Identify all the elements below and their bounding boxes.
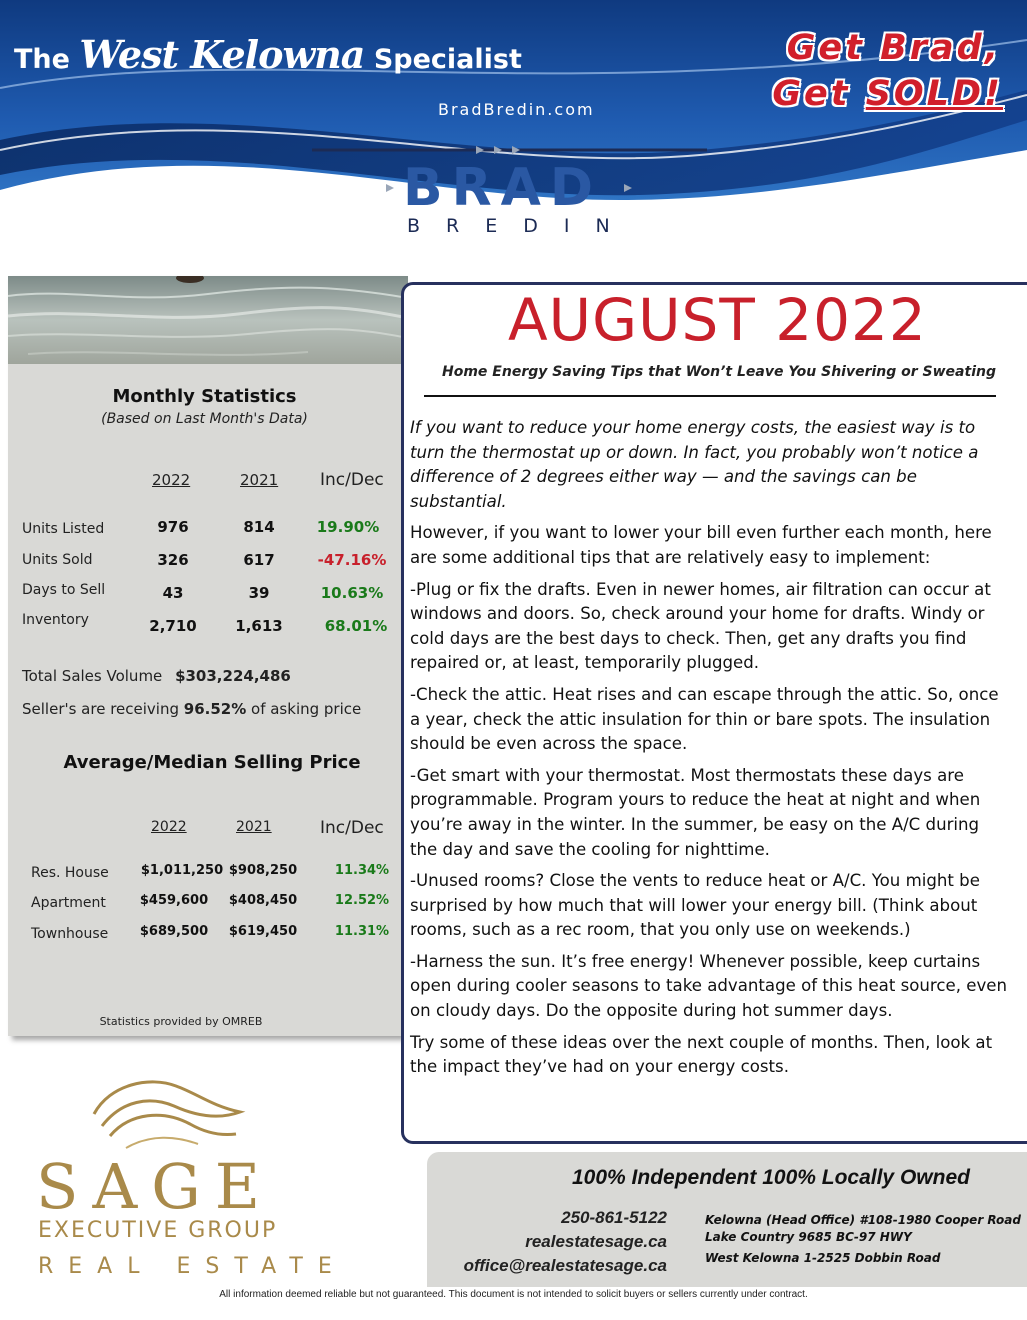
contact-website[interactable]: realestatesage.ca [525, 1232, 667, 1251]
receiving-post: of asking price [246, 700, 362, 718]
stats-row-2022: 976 [157, 518, 189, 536]
price-row-2021: $619,450 [228, 924, 298, 939]
price-title: Average/Median Selling Price [63, 752, 361, 773]
stats-row-label: Inventory [22, 612, 89, 628]
price-col-2022: 2022 [151, 819, 187, 835]
article-paragraph: -Harness the sun. It’s free energy! Whenever possible, keep curtains open during cooler seasons to take advantage of this heat source, even on cloudy days. Do the opposite during hot summer days. [410, 951, 1008, 1021]
receiving-value: 96.52% [183, 700, 247, 718]
sage-logo-word: SAGE [36, 1150, 275, 1223]
price-row-label: Townhouse [31, 926, 109, 942]
article-subtitle: Home Energy Saving Tips that Won’t Leave You Shivering or Sweating [442, 364, 996, 380]
stats-row-change: 10.63% [320, 584, 384, 602]
article-paragraph: Try some of these ideas over the next couple of months. Then, look at the impact they’ve had on your energy costs. [410, 1032, 993, 1077]
article-paragraph: However, if you want to lower your bill even further each month, here are some additional tips that are relatively easy to implement: [410, 523, 992, 567]
stats-col-2021: 2021 [240, 471, 279, 489]
price-row-2021: $908,250 [228, 863, 298, 878]
asking-price-ratio [22, 700, 361, 718]
price-row-change: 11.34% [334, 863, 390, 878]
article-body [410, 416, 1010, 1087]
contact-phone[interactable]: 250-861-5122 [561, 1208, 667, 1227]
slogan-line2-emph: SOLD! [865, 74, 1003, 114]
price-row-2022: $459,600 [139, 893, 209, 908]
stats-row-2022: 43 [162, 584, 184, 602]
water-photo-strip [8, 276, 408, 364]
stats-row-change: 19.90% [316, 518, 380, 536]
price-row-change: 12.52% [334, 893, 390, 908]
stats-col-incdec: Inc/Dec [320, 470, 384, 490]
stats-row-2022: 2,710 [149, 617, 197, 635]
stats-row-change: -47.16% [317, 551, 387, 569]
stats-title: Monthly Statistics [112, 386, 297, 407]
brad-logo-name: BRAD [403, 158, 603, 218]
slogan-line1: Get Brad, [786, 28, 1001, 68]
brand-title-script: West Kelowna [79, 32, 365, 77]
disclaimer: All information deemed reliable but not guaranteed. This document is not intended to solicit buyers or sellers currently under contract. [219, 1289, 808, 1300]
price-col-incdec: Inc/Dec [320, 818, 384, 838]
article-paragraph: -Plug or fix the drafts. Even in newer homes, air filtration can occur at windows and doors. So, check around your home for drafts. Windy or cold days are the best days to check. Then, get any drafts you find repaired or, at least, temporarily plugged. [410, 579, 991, 673]
sage-logo-executive: EXECUTIVE GROUP [38, 1218, 278, 1243]
stats-row-label: Units Listed [22, 521, 105, 537]
stats-col-2022: 2022 [152, 471, 191, 489]
total-sales-value: $303,224,486 [175, 667, 291, 685]
sage-logo-real-estate: REAL ESTATE [38, 1254, 347, 1279]
price-row-2022: $689,500 [139, 924, 209, 939]
website-link[interactable]: BradBredin.com [438, 100, 595, 119]
total-sales-label: Total Sales Volume [22, 667, 163, 685]
stats-row-change: 68.01% [324, 617, 388, 635]
stats-row-2021: 617 [243, 551, 275, 569]
brad-logo-surname: BREDIN [407, 215, 636, 237]
stats-row-2021: 814 [243, 518, 275, 536]
header-banner [0, 0, 1027, 260]
slogan-line2 [772, 74, 1003, 114]
office-address: Kelowna (Head Office) #108-1980 Cooper Road [705, 1213, 1021, 1227]
contact-email[interactable]: office@realestatesage.ca [463, 1256, 667, 1275]
article-paragraph: -Unused rooms? Close the vents to reduce heat or A/C. You might be surprised by how much that will lower your energy bill. (Think about rooms, such as a rec room, that you only use on weekends.) [410, 871, 980, 940]
office-address: Lake Country 9685 BC-97 HWY [705, 1230, 912, 1244]
contact-tagline: 100% Independent 100% Locally Owned [572, 1166, 970, 1189]
sage-leaf-logo-icon [80, 1076, 250, 1156]
price-row-2021: $408,450 [228, 893, 298, 908]
office-address: West Kelowna 1-2525 Dobbin Road [705, 1251, 941, 1265]
receiving-pre: Seller's are receiving [22, 700, 184, 718]
price-row-change: 11.31% [334, 924, 390, 939]
article-divider [424, 395, 996, 397]
brand-title-suffix: Specialist [373, 44, 522, 75]
brand-title-prefix: The [14, 44, 70, 75]
article-paragraph: -Get smart with your thermostat. Most thermostats these days are programmable. Program yours to reduce the heat at night and when you’re away in the winter. In the summer, be easy on the A/C during the day and save the cooling for nighttime. [410, 765, 981, 859]
price-row-2022: $1,011,250 [140, 863, 224, 878]
slogan-line2-pre: Get [772, 74, 866, 114]
total-sales-volume [22, 667, 291, 685]
stats-row-label: Days to Sell [22, 582, 106, 598]
stats-source: Statistics provided by OMREB [99, 1015, 263, 1028]
stats-row-2022: 326 [157, 551, 189, 569]
stats-row-2021: 1,613 [235, 617, 283, 635]
article-title: AUGUST 2022 [508, 286, 927, 354]
stats-row-2021: 39 [248, 584, 270, 602]
stats-row-label: Units Sold [22, 552, 93, 568]
brand-title [14, 32, 522, 77]
article-paragraph: -Check the attic. Heat rises and can escape through the attic. So, once a year, check the attic insulation for thin or bare spots. The insulation should be even across the space. [410, 684, 999, 754]
article-intro: If you want to reduce your home energy costs, the easiest way is to turn the thermostat up or down. In fact, you probably won’t notice a difference of 2 degrees either way — and the savings can be substantial. [410, 418, 979, 511]
stats-subtitle: (Based on Last Month's Data) [101, 411, 308, 427]
price-col-2021: 2021 [236, 819, 272, 835]
price-row-label: Apartment [31, 895, 106, 911]
price-row-label: Res. House [31, 865, 109, 881]
